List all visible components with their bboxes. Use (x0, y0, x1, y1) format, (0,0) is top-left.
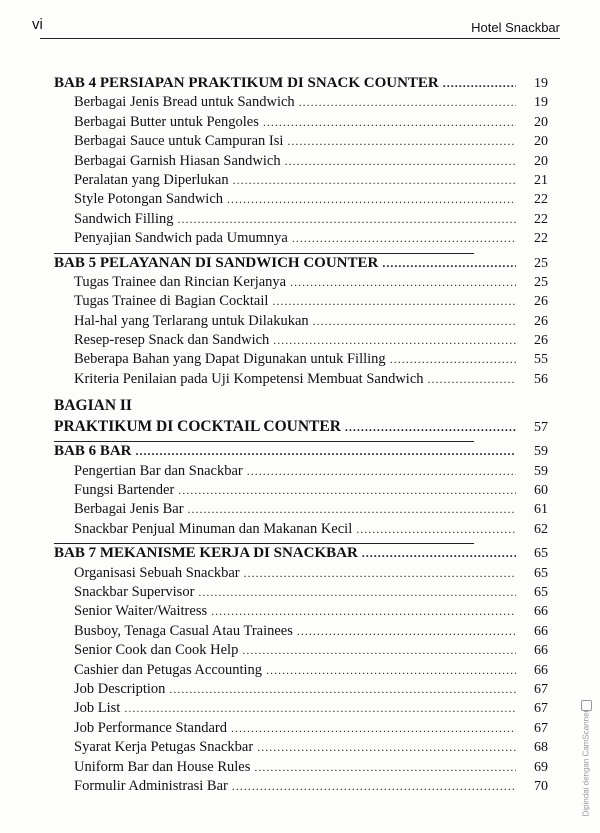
page-ref: 20 (534, 114, 548, 130)
entry-title: Sandwich Filling (74, 210, 174, 227)
entry-title: Peralatan yang Diperlukan (74, 171, 229, 188)
entry-title: Berbagai Jenis Bar (74, 501, 184, 518)
toc-entry (54, 777, 548, 796)
leader-dots (211, 602, 516, 621)
leader-dots (297, 622, 516, 641)
page-ref: 67 (534, 701, 548, 717)
entry-title: Tugas Trainee di Bagian Cocktail (74, 293, 269, 310)
chapter-title: BAB 7 MEKANISME KERJA DI SNACKBAR (54, 545, 358, 562)
running-title: Hotel Snackbar (471, 20, 560, 35)
leader-dots (443, 74, 516, 93)
page-number: vi (32, 16, 43, 33)
page-ref: 25 (534, 255, 548, 271)
table-of-contents (54, 74, 548, 796)
chapter-title: BAB 5 PELAYANAN DI SANDWICH COUNTER (54, 254, 379, 271)
toc-entry (54, 641, 548, 660)
entry-title: Tugas Trainee dan Rincian Kerjanya (74, 273, 287, 290)
leader-dots (227, 190, 516, 209)
leader-dots (178, 210, 517, 229)
toc-entry (54, 113, 548, 132)
entry-title: Beberapa Bahan yang Dapat Digunakan untuk Filling (74, 351, 386, 368)
toc-chapter-bab7 (54, 544, 548, 563)
toc-entry (54, 132, 548, 151)
entry-title: Snackbar Supervisor (74, 583, 195, 600)
toc-entry (54, 520, 548, 539)
toc-entry (54, 583, 548, 602)
toc-entry (54, 93, 548, 112)
toc-entry (54, 273, 548, 292)
entry-title: Snackbar Penjual Minuman dan Makanan Kecil (74, 520, 353, 537)
entry-title: Pengertian Bar dan Snackbar (74, 462, 243, 479)
toc-entry (54, 229, 548, 248)
leader-dots (178, 481, 516, 500)
entry-title: Fungsi Bartender (74, 482, 175, 499)
toc-entry (54, 661, 548, 680)
toc-entry (54, 171, 548, 190)
toc-entry (54, 331, 548, 350)
scanner-watermark (578, 700, 594, 820)
leader-dots (313, 312, 516, 331)
page-ref: 19 (534, 76, 548, 91)
leader-dots (257, 738, 516, 757)
entry-title: Busboy, Tenaga Casual Atau Trainees (74, 622, 293, 639)
leader-dots (188, 500, 516, 519)
page-ref: 20 (534, 134, 548, 150)
page-ref: 55 (534, 352, 548, 368)
leader-dots (266, 661, 516, 680)
entry-title: Hal-hal yang Terlarang untuk Dilakukan (74, 312, 309, 329)
entry-title: Senior Waiter/Waitress (74, 603, 208, 620)
page-ref: 20 (534, 153, 548, 169)
entry-title: Cashier dan Petugas Accounting (74, 661, 263, 678)
toc-entry (54, 622, 548, 641)
leader-dots (242, 641, 516, 660)
toc-part-bagian2 (54, 416, 548, 437)
page-ref: 26 (534, 313, 548, 329)
leader-dots (390, 350, 516, 369)
toc-entry (54, 312, 548, 331)
leader-dots (244, 564, 516, 583)
toc-entry (54, 564, 548, 583)
page-ref: 61 (534, 502, 548, 518)
leader-dots (285, 152, 516, 171)
page-ref: 70 (534, 778, 548, 794)
page-ref: 22 (534, 192, 548, 208)
leader-dots (198, 583, 516, 602)
toc-entry (54, 152, 548, 171)
part-title: PRAKTIKUM DI COCKTAIL COUNTER (54, 418, 341, 436)
entry-title: Job Performance Standard (74, 719, 228, 736)
page-ref: 65 (534, 546, 548, 562)
toc-chapter-bab4 (54, 74, 548, 93)
entry-title: Senior Cook dan Cook Help (74, 642, 239, 659)
page-ref: 21 (534, 172, 548, 188)
leader-dots (382, 254, 516, 273)
leader-dots (345, 417, 516, 438)
toc-entry (54, 500, 548, 519)
page-ref: 65 (534, 565, 548, 581)
page-ref: 65 (534, 584, 548, 600)
toc-entry (54, 350, 548, 369)
leader-dots (263, 113, 516, 132)
leader-dots (254, 758, 516, 777)
page-ref: 25 (534, 274, 548, 290)
page-header (32, 14, 560, 40)
toc-entry (54, 602, 548, 621)
leader-dots (292, 229, 516, 248)
page-ref: 22 (534, 211, 548, 227)
leader-dots (247, 462, 516, 481)
chapter-title: BAB 4 PERSIAPAN PRAKTIKUM DI SNACK COUNTER (54, 75, 439, 91)
entry-title: Syarat Kerja Petugas Snackbar (74, 739, 254, 756)
toc-entry (54, 462, 548, 481)
toc-entry (54, 719, 548, 738)
leader-dots (299, 93, 516, 112)
page-ref: 66 (534, 662, 548, 678)
toc-entry (54, 758, 548, 777)
leader-dots (287, 132, 516, 151)
toc-chapter-bab5 (54, 254, 548, 273)
leader-dots (290, 273, 516, 292)
toc-entry (54, 370, 548, 389)
toc-entry (54, 481, 548, 500)
page-ref: 62 (534, 521, 548, 537)
leader-dots (356, 520, 516, 539)
page-ref: 57 (534, 420, 548, 436)
leader-dots (169, 680, 516, 699)
entry-title: Berbagai Jenis Bread untuk Sandwich (74, 94, 295, 111)
leader-dots (232, 777, 516, 796)
leader-dots (233, 171, 516, 190)
entry-title: Berbagai Garnish Hiasan Sandwich (74, 152, 281, 169)
toc-part-heading (54, 395, 548, 416)
entry-title: Style Potongan Sandwich (74, 191, 224, 208)
page-ref: 59 (534, 444, 548, 460)
part-heading: BAGIAN II (54, 397, 132, 415)
leader-dots (362, 544, 516, 563)
entry-title: Kriteria Penilaian pada Uji Kompetensi Membuat Sandwich (74, 370, 424, 387)
page-ref: 69 (534, 759, 548, 775)
entry-title: Job Description (74, 680, 166, 697)
page-ref: 56 (534, 371, 548, 387)
entry-title: Organisasi Sebuah Snackbar (74, 564, 240, 581)
page-ref: 59 (534, 463, 548, 479)
page-ref: 19 (534, 95, 548, 111)
page-ref: 68 (534, 740, 548, 756)
page-ref: 22 (534, 231, 548, 247)
toc-entry (54, 738, 548, 757)
page-ref: 26 (534, 294, 548, 310)
leader-dots (231, 719, 516, 738)
entry-title: Job List (74, 700, 121, 717)
toc-entry (54, 190, 548, 209)
page-ref: 66 (534, 643, 548, 659)
toc-entry (54, 292, 548, 311)
toc-entry (54, 680, 548, 699)
page-ref: 66 (534, 623, 548, 639)
leader-dots (124, 699, 516, 718)
leader-dots (428, 370, 516, 389)
leader-dots (272, 292, 516, 311)
entry-title: Uniform Bar dan House Rules (74, 758, 251, 775)
leader-dots (273, 331, 516, 350)
entry-title: Resep-resep Snack dan Sandwich (74, 332, 270, 349)
watermark-text: Dipindai dengan CamScanner (581, 709, 591, 817)
entry-title: Penyajian Sandwich pada Umumnya (74, 230, 288, 247)
entry-title: Formulir Administrasi Bar (74, 777, 228, 794)
entry-title: Berbagai Butter untuk Pengoles (74, 113, 259, 130)
page-ref: 67 (534, 720, 548, 736)
leader-dots (136, 442, 516, 461)
page-ref: 26 (534, 333, 548, 349)
page-ref: 67 (534, 681, 548, 697)
header-rule (40, 38, 560, 39)
chapter-title: BAB 6 BAR (54, 443, 132, 460)
toc-entry (54, 210, 548, 229)
toc-chapter-bab6 (54, 442, 548, 461)
toc-entry (54, 699, 548, 718)
entry-title: Berbagai Sauce untuk Campuran Isi (74, 133, 284, 150)
page-ref: 60 (534, 483, 548, 499)
page-ref: 66 (534, 604, 548, 620)
